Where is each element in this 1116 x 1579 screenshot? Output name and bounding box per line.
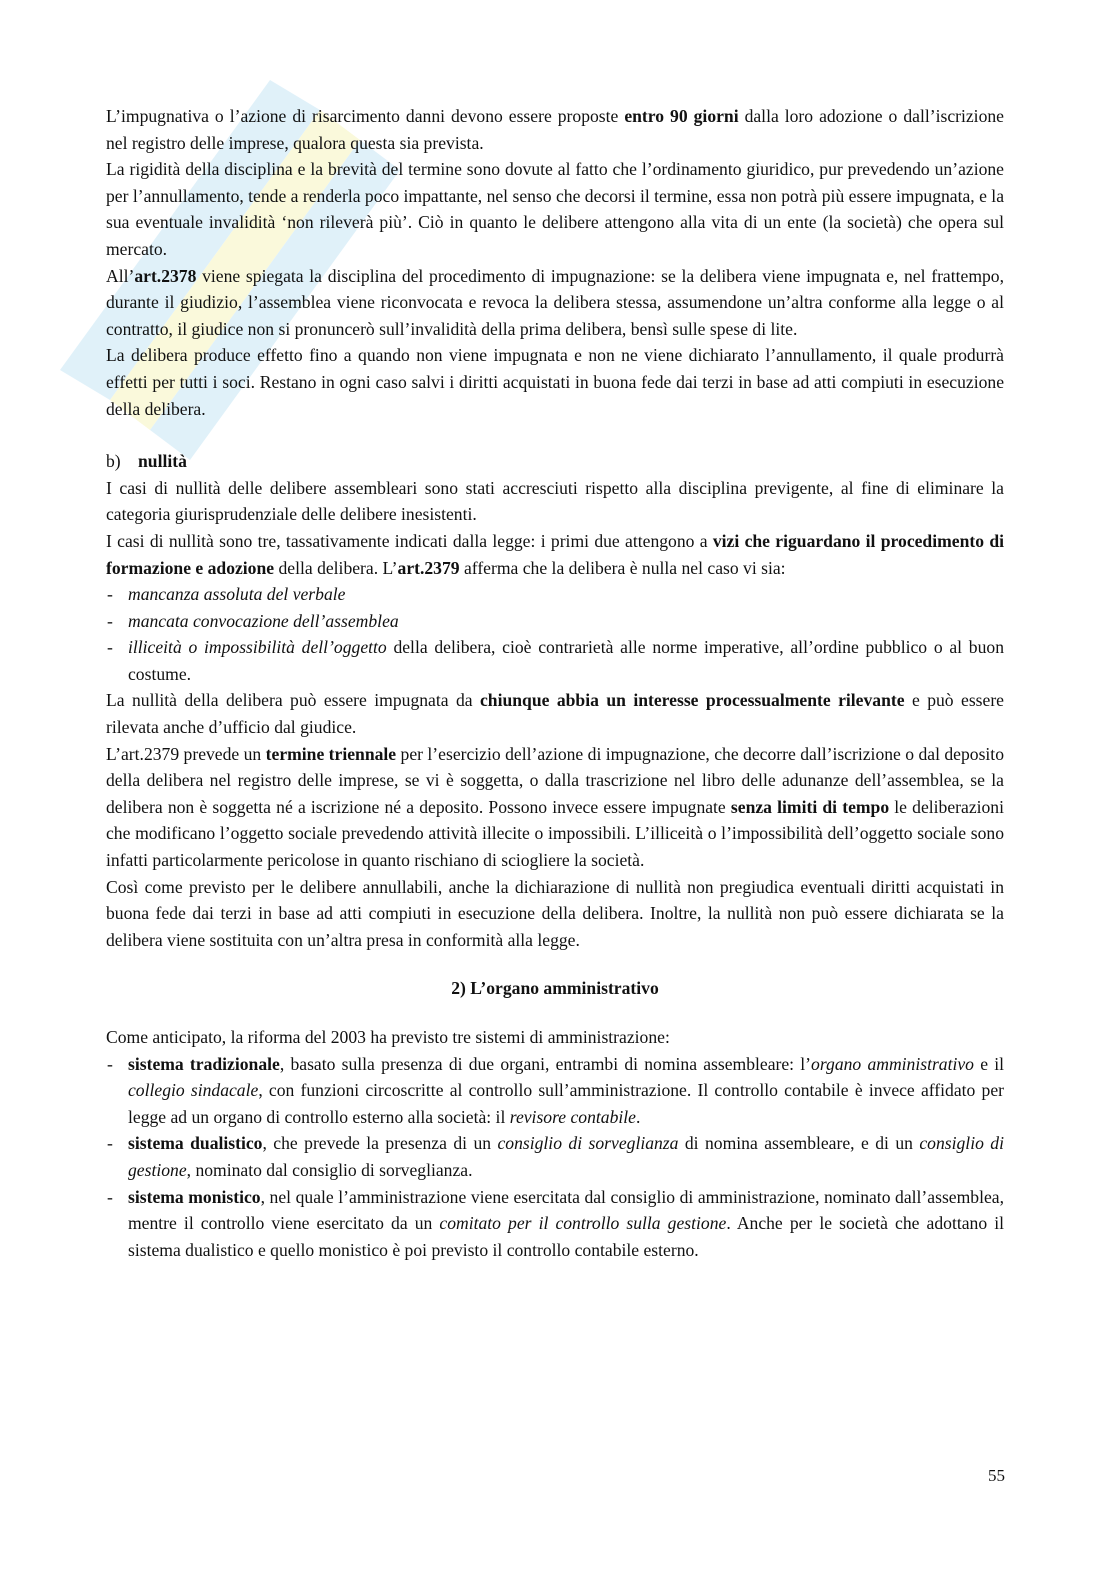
list-item: - sistema monistico, nel quale l’amministrazione viene esercitata dal consiglio di amministrazione, nominato dall’assemblea, mentre il controllo viene esercitato da un comitato per il controllo sulla gestione. Anche per le società che adottano il sistema dualistico e quello monistico è poi previsto il controllo contabile esterno. [106, 1184, 1004, 1264]
paragraph-come-anticipato: Come anticipato, la riforma del 2003 ha previsto tre sistemi di amministrazione: [106, 1027, 670, 1047]
paragraph-cosi-come: Così come previsto per le delibere annullabili, anche la dichiarazione di nullità non pregiudica eventuali diritti acquistati in buona fede dai terzi in base ad atti compiuti in esecuzione della delibera. Inoltre, la nullità non può essere dichiarata se la delibera viene sostituita con un’altra presa in conformità alla legge. [106, 876, 1004, 950]
list-item: - mancata convocazione dell’assemblea [106, 608, 1004, 635]
paragraph-impugnativa: L’impugnativa o l’azione di risarcimento danni devono essere proposte entro 90 giorni dalla loro adozione o dall’iscrizione nel registro delle imprese, qualora questa sia prevista. [106, 106, 1004, 153]
list-item: - mancanza assoluta del verbale [106, 581, 1004, 608]
list-item: - sistema dualistico, che prevede la presenza di un consiglio di sorveglianza di nomina assembleare, e di un consiglio di gestione, nominato dal consiglio di sorveglianza. [106, 1130, 1004, 1183]
paragraph-impugnata-da: La nullità della delibera può essere impugnata da chiunque abbia un interesse processualmente rilevante e può essere rilevata anche d’ufficio dal giudice. [106, 690, 1004, 738]
document-page [106, 103, 1004, 1263]
paragraph-casi-nullita: I casi di nullità delle delibere assembleari sono stati accresciuti rispetto alla disciplina previgente, al fine di eliminare la categoria giurisprudenziale delle delibere inesistenti. [106, 477, 1004, 525]
paragraph-termine-triennale: L’art.2379 prevede un termine triennale per l’esercizio dell’azione di impugnazione, che decorre dall’iscrizione o dal deposito della delibera nel registro delle imprese, se vi è soggetta, o dalla trascrizione nel libro delle adunanze dell’assemblea, se la delibera non è soggetta né a iscrizione né a deposito. Possono invece essere impugnate senza limiti di tempo le deliberazioni che modificano l’oggetto sociale prevedendo attività illecite o impossibili. L’illiceità o l’impossibilità dell’oggetto sociale sono infatti particolarmente pericolose in quanto rischiano di sciogliere la società. [106, 743, 1004, 871]
paragraph-tre-casi: I casi di nullità sono tre, tassativamente indicati dalla legge: i primi due attengono a vizi che riguardano il procedimento di formazione e adozione della delibera. L’art.2379 afferma che la delibera è nulla nel caso vi sia: [106, 530, 1004, 578]
paragraph-art2378: All’art.2378 viene spiegata la disciplina del procedimento di impugnazione: se la delibera viene impugnata e, nel frattempo, durante il giudizio, l’assemblea viene riconvocata e revoca la delibera stessa, assumendone un’altra conforme alla legge o al contratto, il giudice non si pronuncerò sull’invalidità della prima delibera, bensì sulle spese di lite. [106, 265, 1004, 339]
subheading-nullita: b) nullità [106, 451, 187, 472]
nullity-cases-list [106, 581, 1004, 687]
paragraph-rigidita: La rigidità della disciplina e la brevità del termine sono dovute al fatto che l’ordinamento giuridico, pur prevedendo un’azione per l’annullamento, tende a renderla poco impattante, nel senso che decorsi il termine, essa non potrà più essere impugnata, e la sua eventuale invalidità ‘non rileverà più’. Ciò in quanto le delibere attengono alla vita di un ente (la società) che opera sul mercato. [106, 159, 1004, 259]
paragraph-effetto: La delibera produce effetto fino a quando non viene impugnata e non ne viene dichiarato l’annullamento, il quale produrrà effetti per tutti i soci. Restano in ogni caso salvi i diritti acquistati in buona fede dai terzi in base ad atti compiuti in esecuzione della delibera. [106, 345, 1004, 419]
list-item: - illiceità o impossibilità dell’oggetto della delibera, cioè contrarietà alle norme imperative, all’ordine pubblico o al buon costume. [106, 634, 1004, 687]
list-item: - sistema tradizionale, basato sulla presenza di due organi, entrambi di nomina assembleare: l’organo amministrativo e il collegio sindacale, con funzioni circoscritte al controllo sull’amministrazione. Il controllo contabile è invece affidato per legge ad un organo di controllo esterno alla società: il revisore contabile. [106, 1051, 1004, 1131]
section-heading: 2) L’organo amministrativo [451, 978, 659, 999]
page-number: 55 [988, 1466, 1005, 1485]
admin-systems-list [106, 1051, 1004, 1264]
